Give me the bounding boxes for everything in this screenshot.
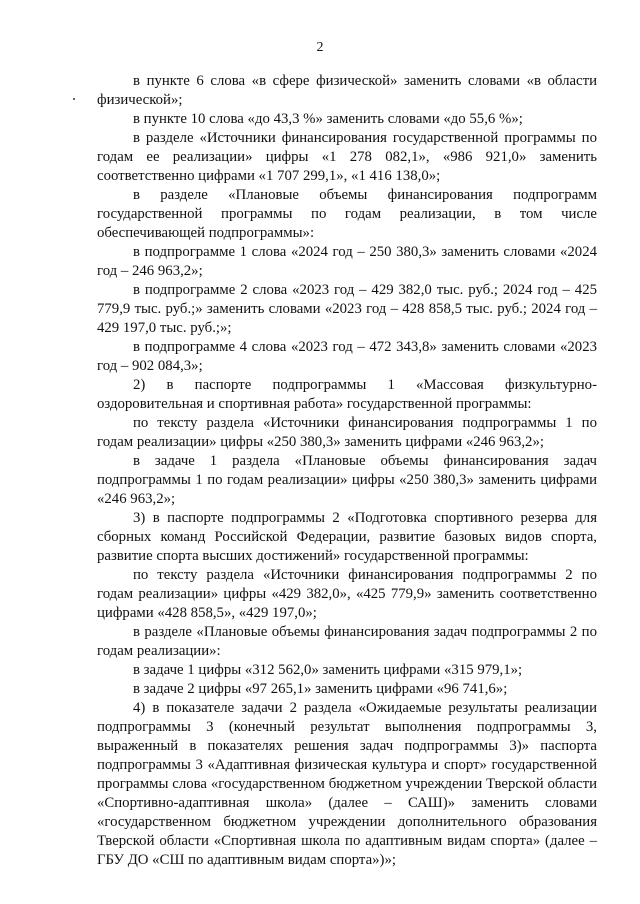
paragraph: в подпрограмме 1 слова «2024 год – 250 380,3» заменить словами «2024 год – 246 963,2»; xyxy=(97,244,597,279)
paragraph: в разделе «Источники финансирования государственной программы по годам ее реализации» цифры «1 278 082,1», «986 921,0» заменить соответственно цифрами «1 707 299,1», «1 416 138,0»; xyxy=(97,130,597,184)
paragraph: в разделе «Плановые объемы финансирования задач подпрограммы 2 по годам реализации»: xyxy=(97,624,597,659)
paragraph: 2) в паспорте подпрограммы 1 «Массовая физкультурно-оздоровительная и спортивная работа» государственной программы: xyxy=(97,377,597,412)
paragraph: в подпрограмме 4 слова «2023 год – 472 343,8» заменить словами «2023 год – 902 084,3»; xyxy=(97,339,597,374)
paragraph: 3) в паспорте подпрограммы 2 «Подготовка спортивного резерва для сборных команд Российской Федерации, развитие базовых видов спорта, развитие спорта высших достижений» государственной программы: xyxy=(97,510,597,564)
paragraph: по тексту раздела «Источники финансирования подпрограммы 2 по годам реализации» цифры «429 382,0», «425 779,9» заменить соответственно цифрами «428 858,5», «429 197,0»; xyxy=(97,567,597,621)
scan-artifact-dot xyxy=(73,98,75,100)
paragraph: в разделе «Плановые объемы финансирования подпрограмм государственной программы по годам реализации, в том числе обеспечивающей подпрограммы»: xyxy=(97,187,597,241)
paragraph: в пункте 10 слова «до 43,3 %» заменить словами «до 55,6 %»; xyxy=(133,111,523,127)
paragraph: 4) в показателе задачи 2 раздела «Ожидаемые результаты реализации подпрограммы 3 (конечный результат выполнения подпрограммы 3, выраженный в показателях решения задач подпрограммы 3)» паспорта подпрограммы 3 «Адаптивная физическая культура и спорт» государственной программы слова «государственном бюджетном учреждении Тверской области «Спортивно-адаптивная школа» (далее – САШ)» заменить словами «государственном бюджетном учреждении дополнительного образования Тверской области «Спортивная школа по адаптивным видам спорта» (далее – ГБУ ДО «СШ по адаптивным видам спорта»)»; xyxy=(97,700,597,868)
page-number: 2 xyxy=(316,40,324,55)
paragraph: в задаче 1 раздела «Плановые объемы финансирования задач подпрограммы 1 по годам реализации» цифры «250 380,3» заменить цифрами «246 963,2»; xyxy=(97,453,597,507)
paragraph: в задаче 2 цифры «97 265,1» заменить цифрами «96 741,6»; xyxy=(133,681,508,697)
paragraph: в пункте 6 слова «в сфере физической» заменить словами «в области физической»; xyxy=(97,73,597,108)
paragraph: в задаче 1 цифры «312 562,0» заменить цифрами «315 979,1»; xyxy=(133,662,523,678)
paragraph: по тексту раздела «Источники финансирования подпрограммы 1 по годам реализации» цифры «250 380,3» заменить цифрами «246 963,2»; xyxy=(97,415,597,450)
paragraph: в подпрограмме 2 слова «2023 год – 429 382,0 тыс. руб.; 2024 год – 425 779,9 тыс. руб.;» заменить словами «2023 год – 428 858,5 тыс. руб.; 2024 год – 429 197,0 тыс. руб.;»; xyxy=(97,282,597,336)
document-body xyxy=(97,72,597,870)
